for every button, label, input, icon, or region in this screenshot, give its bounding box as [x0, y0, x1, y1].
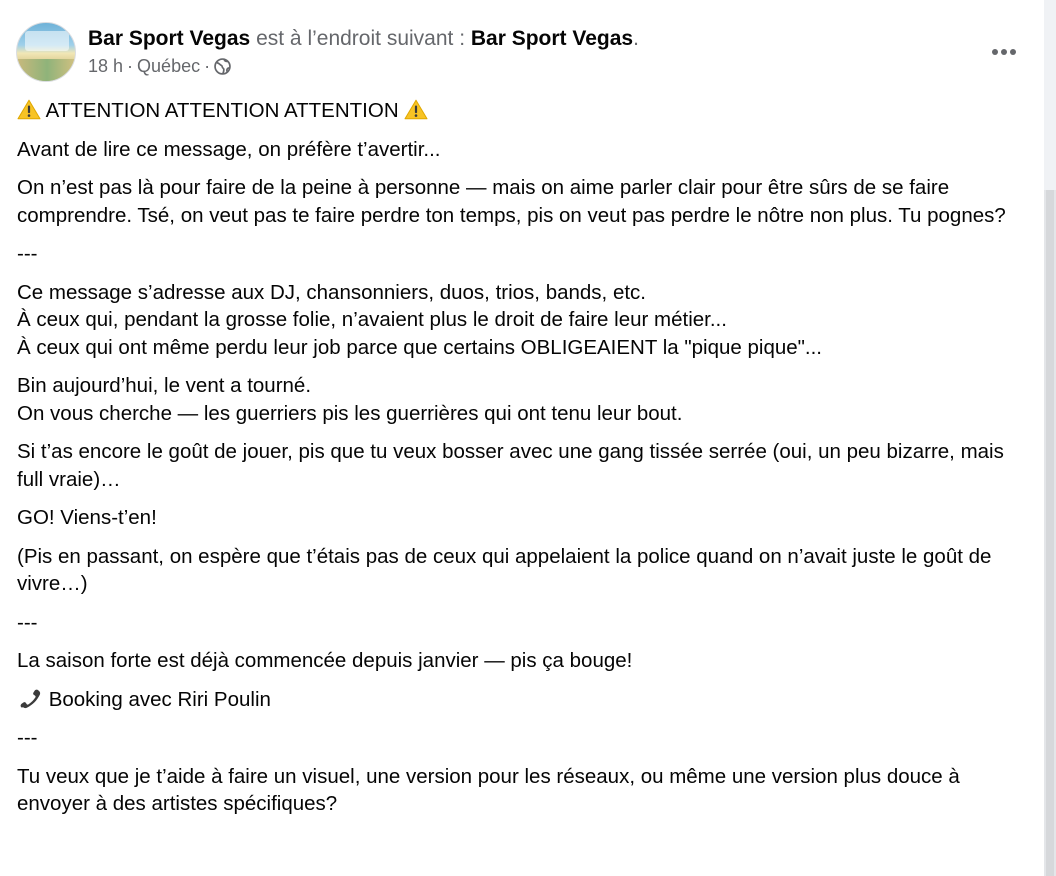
wind-line-2: On vous cherche — les guerriers pis les guerrières qui ont tenu leur bout.	[17, 401, 683, 425]
wind-line-1: Bin aujourd’hui, le vent a tourné.	[17, 374, 312, 397]
post-content	[17, 97, 1032, 829]
telephone-receiver-icon	[17, 688, 43, 710]
more-dot-2	[1001, 49, 1007, 55]
paragraph-booking	[17, 686, 1032, 714]
avatar-banner	[25, 31, 69, 51]
scroll-edge-top	[1044, 0, 1056, 190]
paragraph-wind	[17, 372, 1032, 427]
more-options-icon[interactable]	[986, 34, 1022, 70]
author-name[interactable]: Bar Sport Vegas	[88, 27, 251, 50]
paragraph-clear-talk: On n’est pas là pour faire de la peine à personne — mais on aime parler clair pour être sûrs de se faire comprendre. Tsé, on veut pas te faire perdre ton temps, pis on veut pas perdre le nôtre non plus. Tu pognes?	[17, 176, 1006, 227]
page-avatar[interactable]	[16, 22, 76, 82]
location-name[interactable]: Bar Sport Vegas	[470, 27, 634, 50]
audience-line-1: Ce message s’adresse aux DJ, chansonniers, duos, trios, bands, etc.	[17, 280, 646, 304]
paragraph-question: Tu veux que je t’aide à faire un visuel, une version pour les réseaux, ou même une version plus douce à envoyer à des artistes spécifiques?	[17, 764, 960, 815]
post-place[interactable]: Québec	[137, 56, 201, 76]
headline-paragraph	[17, 97, 1032, 125]
post-header	[16, 22, 1026, 84]
paragraph-season: La saison forte est déjà commencée depuis janvier — pis ça bouge!	[17, 649, 633, 672]
separator-2: ---	[17, 610, 38, 634]
booking-text: Booking avec Riri Poulin	[48, 687, 271, 711]
warning-icon	[17, 99, 41, 120]
paragraph-police: (Pis en passant, on espère que t’étais pas de ceux qui appelaient la police quand on n’avait juste le goût de vivre…)	[17, 544, 992, 595]
audience-line-2: À ceux qui, pendant la grosse folie, n’avaient plus le droit de faire leur métier...	[17, 308, 727, 331]
avatar-ground	[17, 59, 76, 82]
more-dot-3	[1010, 49, 1016, 55]
scroll-thumb[interactable]	[1046, 190, 1054, 876]
meta-separator: ·	[127, 56, 134, 76]
post-meta	[88, 54, 231, 78]
audience-line-3: À ceux qui ont même perdu leur job parce que certains OBLIGEAIENT la "pique pique"...	[17, 335, 823, 359]
more-dot-1	[992, 49, 998, 55]
page-scroll-edge[interactable]	[1044, 0, 1056, 876]
paragraph-intro: Avant de lire ce message, on préfère t’avertir...	[17, 137, 441, 161]
globe-icon[interactable]	[214, 58, 231, 75]
separator-1: ---	[17, 242, 38, 265]
warning-icon-2	[404, 99, 428, 120]
author-line	[88, 26, 639, 52]
post-time[interactable]: 18 h	[88, 56, 124, 76]
location-text: est à l’endroit suivant :	[256, 27, 466, 50]
separator-3: ---	[17, 726, 38, 749]
paragraph-go: GO! Viens-t’en!	[17, 506, 157, 529]
meta-separator-2: ·	[204, 56, 211, 76]
headline-text: ATTENTION ATTENTION ATTENTION	[45, 99, 399, 122]
paragraph-taste: Si t’as encore le goût de jouer, pis que tu veux bosser avec une gang tissée serrée (oui, un peu bizarre, mais full vraie)…	[17, 440, 1004, 491]
location-period: .	[633, 27, 639, 50]
paragraph-audience	[17, 279, 1032, 362]
